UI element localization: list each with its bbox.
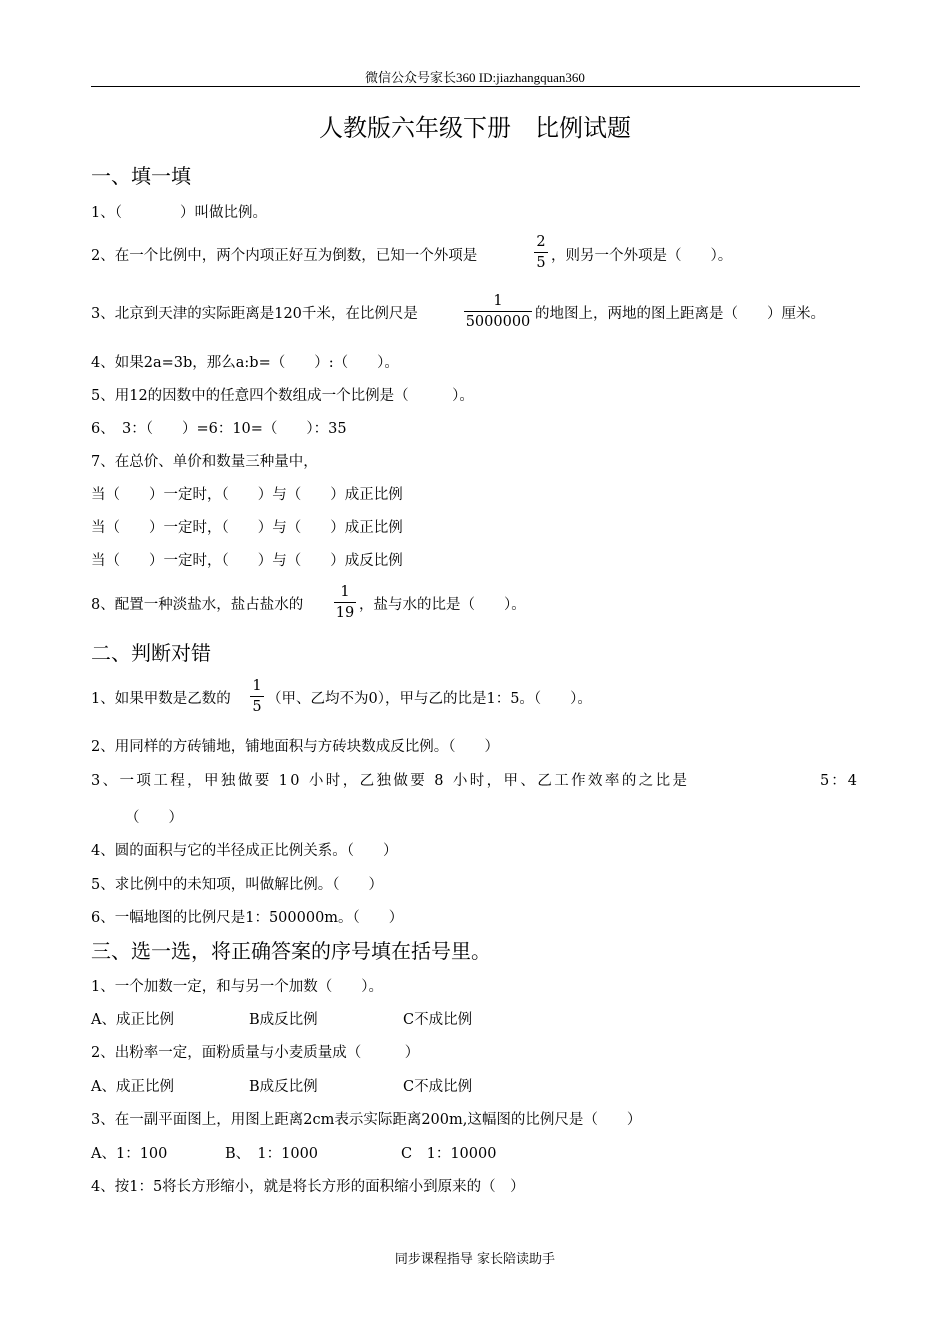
s3-q3-option-b: B、 1：1000 <box>225 1146 319 1162</box>
s2-question-2: 2、用同样的方砖铺地，铺地面积与方砖块数成反比例。（ ） <box>91 739 499 755</box>
s3-question-3: 3、在一副平面图上，用图上距离2cm表示实际距离200m,这幅图的比例尺是（ ） <box>91 1112 642 1128</box>
s1-question-3-tail: 的地图上，两地的图上距离是（ ）厘米。 <box>535 306 825 322</box>
s3-question-2: 2、出粉率一定，面粉质量与小麦质量成（ ） <box>91 1045 420 1061</box>
s1-question-3-text: 3、北京到天津的实际距离是120千米，在比例尺是 <box>91 306 418 322</box>
s3-q1-option-a: A、成正比例 <box>91 1012 174 1028</box>
fraction-numerator: 1 <box>252 678 262 694</box>
s1-question-8-fraction <box>334 583 356 622</box>
s3-q1-option-c: C不成比例 <box>403 1012 473 1028</box>
header-rule <box>91 86 860 87</box>
s3-q3-option-c: C 1：10000 <box>401 1146 497 1162</box>
s3-q2-option-b: B成反比例 <box>249 1079 318 1095</box>
s3-q2-option-c: C不成比例 <box>403 1079 473 1095</box>
fraction-bar <box>334 602 356 603</box>
s2-question-3-ratio: 5：4 <box>820 773 859 789</box>
s1-question-2-fraction <box>534 233 548 272</box>
s1-question-5: 5、用12的因数中的任意四个数组成一个比例是（ ）。 <box>91 388 474 404</box>
s2-question-3: 3、一项工程，甲独做要 10 小时，乙独做要 8 小时，甲、乙工作效率的之比是 <box>91 773 690 789</box>
s1-question-4: 4、如果2a=3b，那么a:b=（ ）:（ ）。 <box>91 355 399 371</box>
s2-question-1-text: 1、如果甲数是乙数的 <box>91 691 231 707</box>
s3-q2-option-a: A、成正比例 <box>91 1079 174 1095</box>
s3-question-4: 4、按1：5将长方形缩小，就是将长方形的面积缩小到原来的（ ） <box>91 1179 525 1195</box>
s1-question-2-tail: ，则另一个外项是（ ）。 <box>551 248 733 264</box>
s2-question-4: 4、圆的面积与它的半径成正比例关系。（ ） <box>91 843 398 859</box>
s2-question-1-fraction <box>250 677 264 716</box>
page-header: 微信公众号家长360 ID:jiazhangquan360 <box>365 70 585 85</box>
s1-question-7: 7、在总价、单价和数量三种量中， <box>91 454 318 470</box>
fraction-denominator: 5 <box>252 699 262 715</box>
s3-q3-option-a: A、1：100 <box>91 1146 168 1162</box>
section3-heading: 三、选一选，将正确答案的序号填在括号里。 <box>91 939 491 963</box>
s1-question-7b: 当（ ）一定时，（ ）与（ ）成正比例 <box>91 520 403 536</box>
s3-question-1: 1、一个加数一定，和与另一个加数（ ）。 <box>91 979 383 995</box>
fraction-numerator: 2 <box>536 234 546 250</box>
s1-question-3-fraction <box>464 292 532 331</box>
s1-question-2-text: 2、在一个比例中，两个内项正好互为倒数，已知一个外项是 <box>91 248 478 264</box>
s1-question-8-text: 8、配置一种淡盐水，盐占盐水的 <box>91 597 304 613</box>
fraction-bar <box>464 311 532 312</box>
s2-question-1-tail: （甲、乙均不为0），甲与乙的比是1：5。（ ）。 <box>267 691 592 707</box>
s3-q1-option-b: B成反比例 <box>249 1012 318 1028</box>
s2-question-6: 6、一幅地图的比例尺是1：500000m。（ ） <box>91 910 404 926</box>
section1-heading: 一、填一填 <box>91 164 191 188</box>
s2-question-3-paren: （ ） <box>125 810 183 826</box>
s1-question-6: 6、 3：（ ）=6：10=（ ）：35 <box>91 421 347 437</box>
fraction-bar <box>250 696 264 697</box>
page-title: 人教版六年级下册 比例试题 <box>319 114 631 142</box>
s2-question-5: 5、求比例中的未知项，叫做解比例。（ ） <box>91 877 383 893</box>
s1-question-7c: 当（ ）一定时，（ ）与（ ）成反比例 <box>91 553 403 569</box>
fraction-bar <box>534 252 548 253</box>
fraction-numerator: 1 <box>340 584 350 600</box>
fraction-denominator: 5000000 <box>465 314 531 330</box>
fraction-denominator: 19 <box>335 605 355 621</box>
s1-question-7a: 当（ ）一定时，（ ）与（ ）成正比例 <box>91 487 403 503</box>
section2-heading: 二、判断对错 <box>91 641 211 665</box>
page-footer: 同步课程指导 家长陪读助手 <box>394 1252 556 1267</box>
s1-question-1: 1、（ ）叫做比例。 <box>91 205 267 221</box>
s1-question-8-tail: ，盐与水的比是（ ）。 <box>359 597 526 613</box>
fraction-numerator: 1 <box>493 293 503 309</box>
fraction-denominator: 5 <box>536 255 546 271</box>
